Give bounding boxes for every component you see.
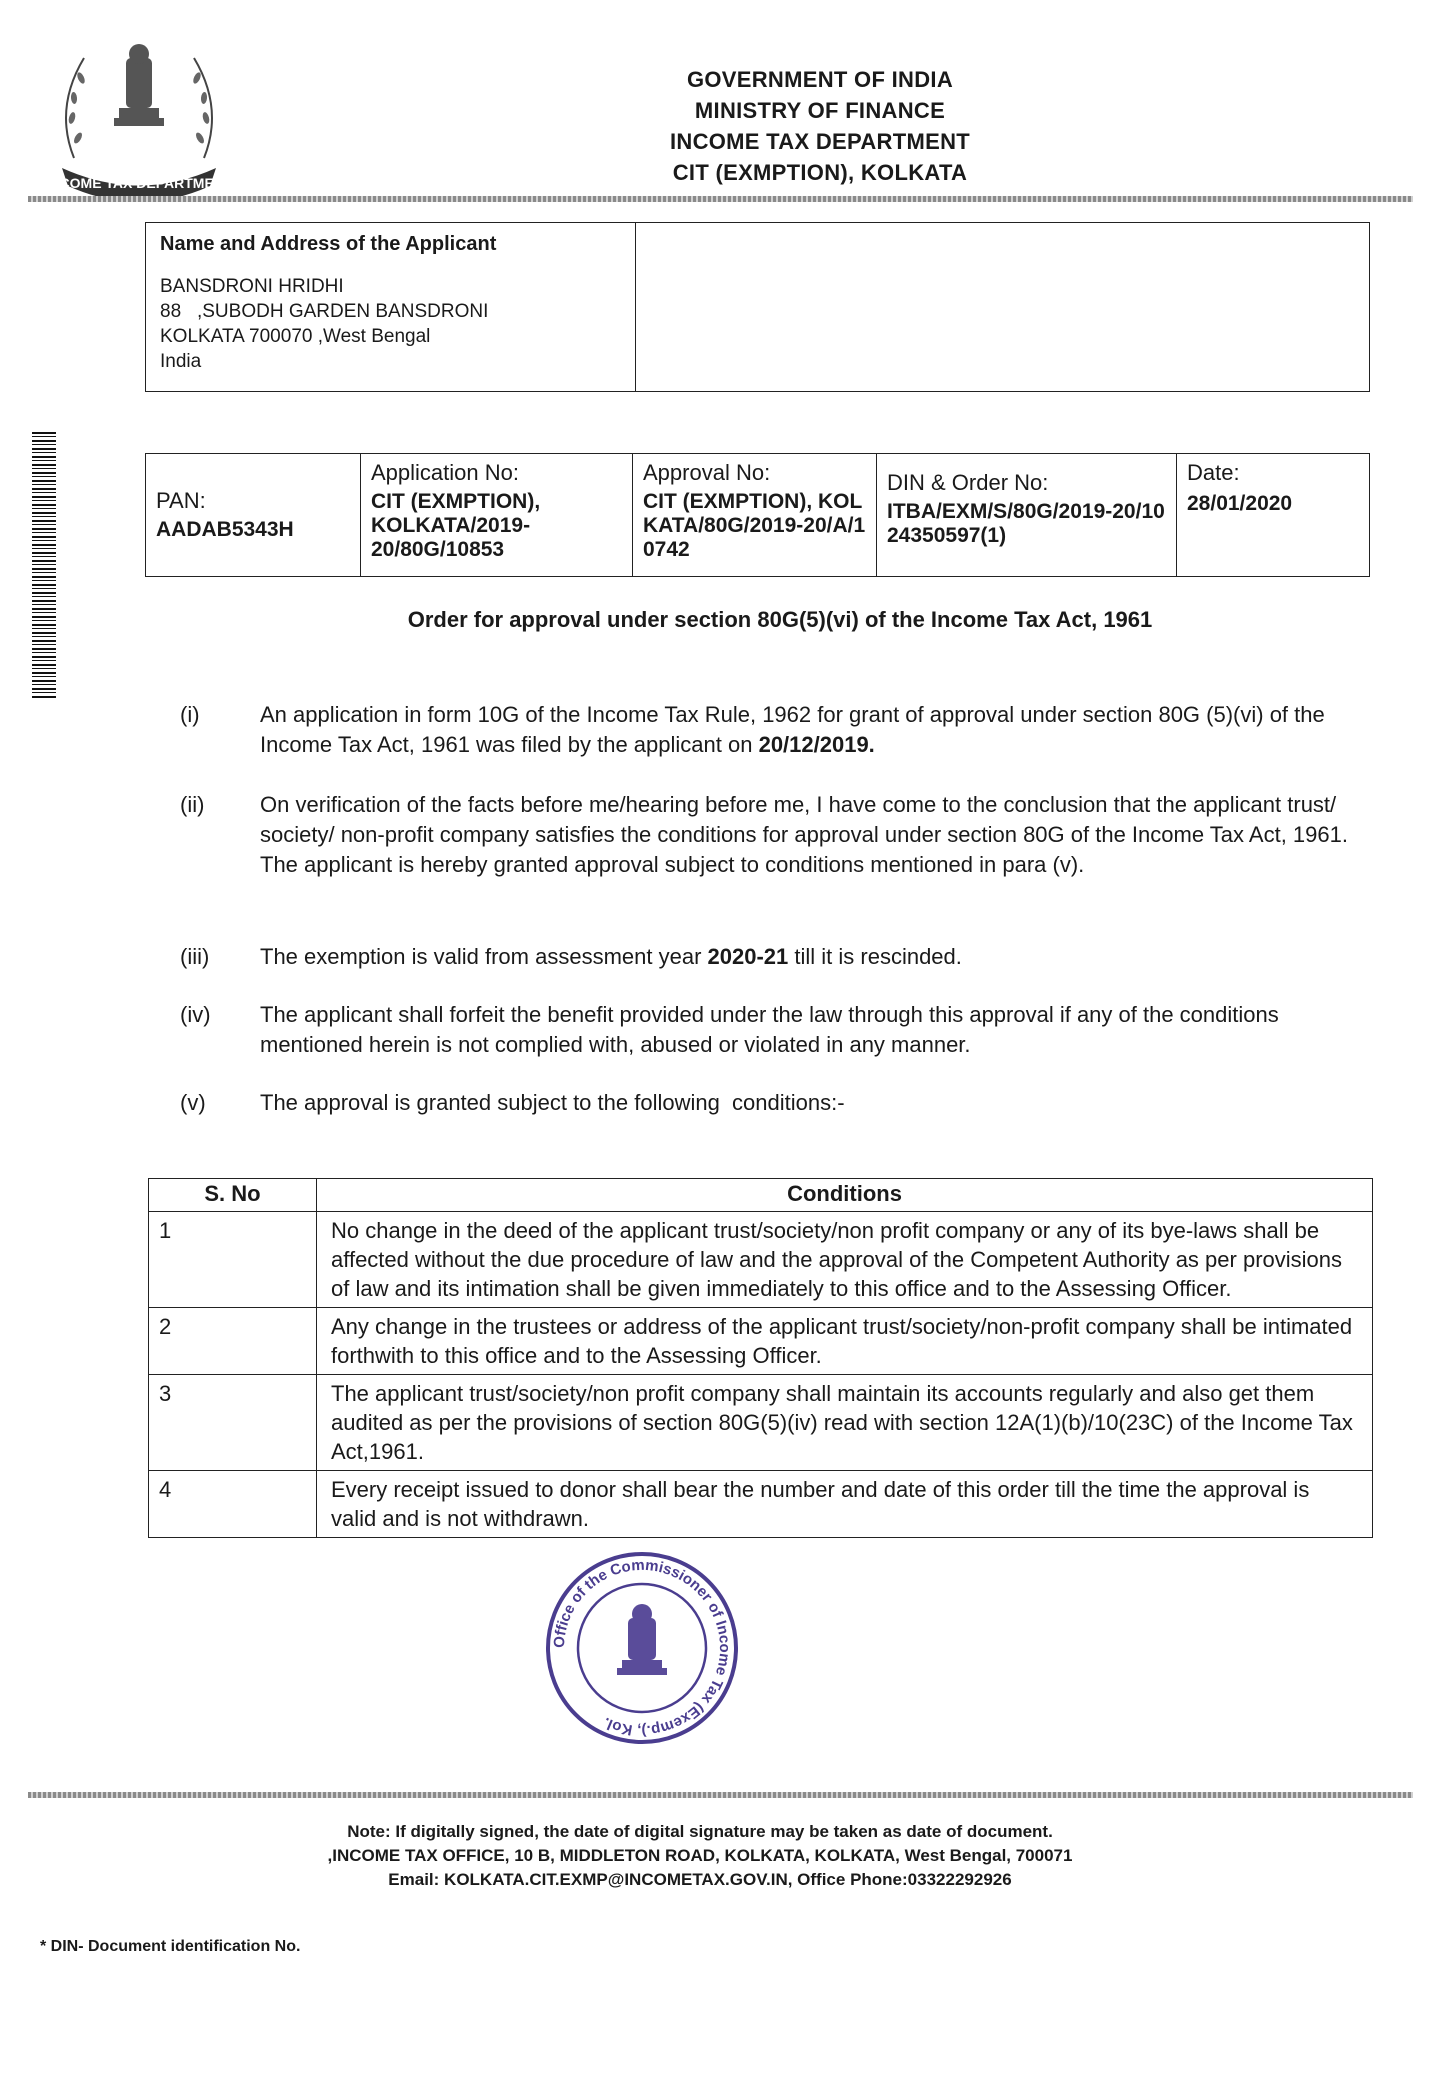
condition-text: Any change in the trustees or address of the applicant trust/society/non-profit company shall be intimated forthwith to this office and to the Assessing Officer.: [317, 1308, 1373, 1375]
svg-text:INCOME TAX DEPARTMENT: INCOME TAX DEPARTMENT: [45, 175, 233, 191]
condition-text: The applicant trust/society/non profit company shall maintain its accounts regularly and also get them audited as per the provisions of section 80G(5)(iv) read with section 12A(1)(b)/10(23C) of the Income Tax Act,1961.: [317, 1375, 1373, 1471]
condition-sno: 1: [149, 1212, 317, 1308]
paragraph-iii: [170, 942, 1380, 972]
applicant-box: [145, 222, 1370, 392]
din-label: DIN & Order No:: [887, 470, 1049, 495]
income-tax-department-emblem: [34, 28, 244, 208]
svg-text:Office of the Commissioner of: Office of the Commissioner of Income Tax (Exemp.), Kol.: [550, 1556, 734, 1740]
approval-label: Approval No:: [643, 460, 771, 485]
paragraph-number: (iv): [180, 1002, 211, 1027]
footer-address: ,INCOME TAX OFFICE, 10 B, MIDDLETON ROAD, KOLKATA, KOLKATA, West Bengal, 700071: [327, 1846, 1073, 1865]
department-header: [560, 64, 1080, 188]
header-line-government: GOVERNMENT OF INDIA: [686, 67, 954, 92]
approval-value: CIT (EXMPTION), KOLKATA/80G/2019-20/A/10742: [643, 490, 866, 561]
pan-cell: [146, 454, 361, 576]
date-cell: [1177, 454, 1369, 576]
footer-divider: [28, 1792, 1413, 1798]
barcode: [32, 432, 56, 700]
application-cell: [361, 454, 633, 576]
date-label: Date:: [1187, 460, 1240, 485]
paragraph-text: The applicant shall forfeit the benefit provided under the law through this approval if any of the conditions mentioned herein is not complied with, abused or violated in any manner.: [260, 1002, 1279, 1057]
header-line-ministry: MINISTRY OF FINANCE: [694, 98, 946, 123]
paragraph-iv: [170, 1000, 1380, 1060]
conditions-table: [148, 1178, 1373, 1538]
paragraph-v: [170, 1088, 1380, 1118]
order-title: Order for approval under section 80G(5)(vi) of the Income Tax Act, 1961: [407, 607, 1153, 632]
official-seal: [542, 1548, 742, 1748]
paragraph-i: [170, 700, 1380, 760]
header-line-department: INCOME TAX DEPARTMENT: [669, 129, 971, 154]
table-row: [149, 1375, 1373, 1471]
din-cell: [877, 454, 1177, 576]
application-value: CIT (EXMPTION), KOLKATA/2019-20/80G/10853: [371, 490, 541, 561]
conditions-header-sno: S. No: [149, 1179, 317, 1212]
applicant-title: Name and Address of the Applicant: [160, 233, 497, 255]
paragraph-number: (iii): [180, 944, 210, 969]
footer-note: Note: If digitally signed, the date of digital signature may be taken as date of document.: [347, 1822, 1053, 1841]
din-value: ITBA/EXM/S/80G/2019-20/1024350597(1): [887, 500, 1165, 547]
footer-contact: Email: KOLKATA.CIT.EXMP@INCOMETAX.GOV.IN, Office Phone:03322292926: [388, 1870, 1012, 1889]
conditions-header-conditions: Conditions: [317, 1179, 1373, 1212]
table-row: [149, 1212, 1373, 1308]
table-row: [149, 1471, 1373, 1538]
approval-cell: [633, 454, 877, 576]
paragraph-number: (v): [180, 1090, 206, 1115]
paragraph-number: (i): [180, 702, 200, 727]
paragraph-text: The exemption is valid from assessment year 2020-21 till it is rescinded.: [260, 944, 962, 969]
applicant-address-line: 88 ,SUBODH GARDEN BANSDRONI: [160, 301, 489, 322]
paragraph-text: An application in form 10G of the Income Tax Rule, 1962 for grant of approval under section 80G (5)(vi) of the Income Tax Act, 1961 was filed by the applicant on 20/12/2019.: [260, 702, 1325, 757]
din-footnote: * DIN- Document identification No.: [40, 1938, 301, 1955]
header-line-office: CIT (EXMPTION), KOLKATA: [672, 160, 968, 185]
paragraph-number: (ii): [180, 792, 205, 817]
date-value: 28/01/2020: [1187, 492, 1293, 515]
applicant-name: BANSDRONI HRIDHI: [160, 276, 344, 297]
pan-value: AADAB5343H: [156, 518, 294, 541]
application-label: Application No:: [371, 460, 519, 485]
applicant-country: India: [160, 351, 202, 372]
pan-label: PAN:: [156, 488, 206, 513]
paragraph-ii: [170, 790, 1380, 880]
condition-sno: 4: [149, 1471, 317, 1538]
applicant-details: [146, 223, 636, 391]
header-divider: [28, 196, 1413, 202]
applicant-address-line: KOLKATA 700070 ,West Bengal: [160, 326, 431, 347]
condition-text: Every receipt issued to donor shall bear the number and date of this order till the time the approval is valid and is not withdrawn.: [317, 1471, 1373, 1538]
condition-sno: 3: [149, 1375, 317, 1471]
applicant-blank-cell: [636, 223, 1369, 391]
paragraph-text: The approval is granted subject to the following conditions:-: [260, 1090, 845, 1115]
order-info-table: [145, 453, 1370, 577]
condition-sno: 2: [149, 1308, 317, 1375]
paragraph-text: On verification of the facts before me/hearing before me, I have come to the conclusion that the applicant trust/ society/ non-profit company satisfies the conditions for approval under section 80G of the Income Tax Act, 1961. The applicant is hereby granted approval subject to conditions mentioned in para (v).: [260, 792, 1348, 877]
footer: [200, 1820, 1200, 1892]
condition-text: No change in the deed of the applicant trust/society/non profit company or any of its bye-laws shall be affected without the due procedure of law and the approval of the Competent Authority as per provisions of law and its intimation shall be given immediately to this office and to the Assessing Officer.: [317, 1212, 1373, 1308]
table-row: [149, 1308, 1373, 1375]
